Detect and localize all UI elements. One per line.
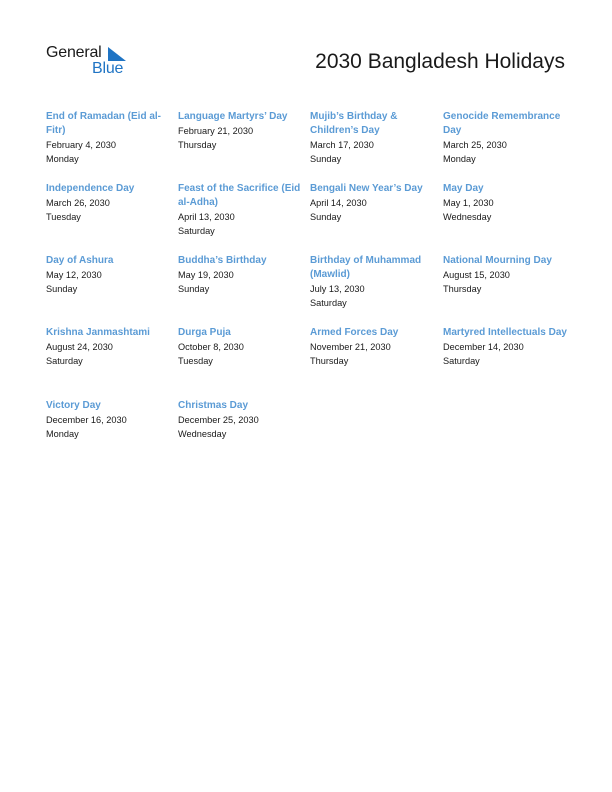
holiday-date: August 15, 2030 bbox=[443, 270, 510, 280]
holiday-name: Christmas Day bbox=[178, 400, 249, 411]
holiday-date: May 19, 2030 bbox=[178, 270, 234, 280]
holiday-date: April 14, 2030 bbox=[310, 198, 367, 208]
holiday-card bbox=[46, 110, 172, 166]
holiday-card bbox=[178, 182, 304, 238]
holiday-weekday: Sunday bbox=[310, 154, 342, 164]
holiday-name: Bengali New Year’s Day bbox=[310, 183, 423, 194]
holiday-date: December 14, 2030 bbox=[443, 342, 524, 352]
holiday-weekday: Thursday bbox=[178, 140, 217, 150]
holiday-date: March 17, 2030 bbox=[310, 140, 374, 150]
holiday-card bbox=[443, 254, 569, 296]
holiday-weekday: Saturday bbox=[310, 298, 347, 308]
holiday-name: End of Ramadan (Eid al-Fitr) bbox=[46, 111, 162, 136]
holiday-date: March 25, 2030 bbox=[443, 140, 507, 150]
holiday-weekday: Wednesday bbox=[178, 429, 227, 439]
holiday-name: Birthday of Muhammad (Mawlid) bbox=[310, 255, 422, 280]
holiday-name: Feast of the Sacrifice (Eid al-Adha) bbox=[178, 183, 301, 208]
holiday-name: Krishna Janmashtami bbox=[46, 327, 150, 338]
holiday-name: Armed Forces Day bbox=[310, 327, 399, 338]
holiday-card bbox=[178, 399, 304, 441]
holiday-card bbox=[46, 182, 172, 224]
holiday-card bbox=[310, 326, 436, 368]
holiday-name: Language Martyrs’ Day bbox=[178, 111, 288, 122]
holiday-weekday: Sunday bbox=[46, 284, 78, 294]
holiday-grid bbox=[46, 110, 576, 471]
holiday-date: March 26, 2030 bbox=[46, 198, 110, 208]
holiday-date: February 4, 2030 bbox=[46, 140, 116, 150]
holiday-card bbox=[46, 254, 172, 296]
holiday-date: November 21, 2030 bbox=[310, 342, 391, 352]
holiday-name: Martyred Intellectuals Day bbox=[443, 327, 567, 338]
holiday-weekday: Monday bbox=[46, 429, 79, 439]
holiday-weekday: Tuesday bbox=[46, 212, 81, 222]
holiday-name: Mujib’s Birthday & Children’s Day bbox=[310, 111, 398, 136]
holiday-name: Genocide Remembrance Day bbox=[443, 111, 561, 136]
holiday-date: February 21, 2030 bbox=[178, 126, 254, 136]
holiday-date: July 13, 2030 bbox=[310, 284, 365, 294]
holiday-name: Independence Day bbox=[46, 183, 135, 194]
holiday-date: December 25, 2030 bbox=[178, 415, 259, 425]
holiday-card bbox=[46, 326, 172, 368]
holiday-row bbox=[46, 326, 576, 399]
holiday-weekday: Sunday bbox=[178, 284, 210, 294]
holiday-date: May 1, 2030 bbox=[443, 198, 494, 208]
holiday-weekday: Wednesday bbox=[443, 212, 492, 222]
holiday-date: May 12, 2030 bbox=[46, 270, 102, 280]
holiday-name: Durga Puja bbox=[178, 327, 231, 338]
holiday-weekday: Monday bbox=[443, 154, 476, 164]
holiday-date: April 13, 2030 bbox=[178, 212, 235, 222]
holiday-date: October 8, 2030 bbox=[178, 342, 244, 352]
holiday-name: National Mourning Day bbox=[443, 255, 552, 266]
logo-word-blue: Blue bbox=[92, 60, 124, 77]
holiday-weekday: Monday bbox=[46, 154, 79, 164]
holiday-card bbox=[178, 254, 304, 296]
holiday-card bbox=[310, 254, 436, 310]
holiday-weekday: Saturday bbox=[443, 356, 480, 366]
holiday-row bbox=[46, 254, 576, 326]
holiday-weekday: Thursday bbox=[443, 284, 482, 294]
holiday-name: May Day bbox=[443, 183, 484, 194]
holiday-date: August 24, 2030 bbox=[46, 342, 113, 352]
holiday-card bbox=[178, 326, 304, 368]
holiday-name: Day of Ashura bbox=[46, 255, 114, 266]
holiday-date: December 16, 2030 bbox=[46, 415, 127, 425]
holiday-weekday: Tuesday bbox=[178, 356, 213, 366]
holiday-weekday: Thursday bbox=[310, 356, 349, 366]
logo-word-general: General bbox=[46, 44, 102, 61]
holiday-card bbox=[178, 110, 304, 152]
holiday-card bbox=[310, 110, 436, 166]
holiday-card bbox=[443, 110, 569, 166]
holiday-card bbox=[443, 326, 569, 368]
logo-triangle-icon bbox=[108, 47, 126, 61]
holiday-name: Victory Day bbox=[46, 400, 101, 411]
page-title: 2030 Bangladesh Holidays bbox=[315, 50, 565, 73]
holiday-weekday: Sunday bbox=[310, 212, 342, 222]
holiday-name: Buddha’s Birthday bbox=[178, 255, 267, 266]
logo bbox=[46, 44, 136, 80]
holiday-row bbox=[46, 110, 576, 182]
holiday-row bbox=[46, 182, 576, 254]
holiday-card bbox=[46, 399, 172, 441]
holiday-card bbox=[443, 182, 569, 224]
holiday-row bbox=[46, 399, 576, 471]
holiday-card bbox=[310, 182, 436, 224]
holiday-weekday: Saturday bbox=[178, 226, 215, 236]
holiday-weekday: Saturday bbox=[46, 356, 83, 366]
